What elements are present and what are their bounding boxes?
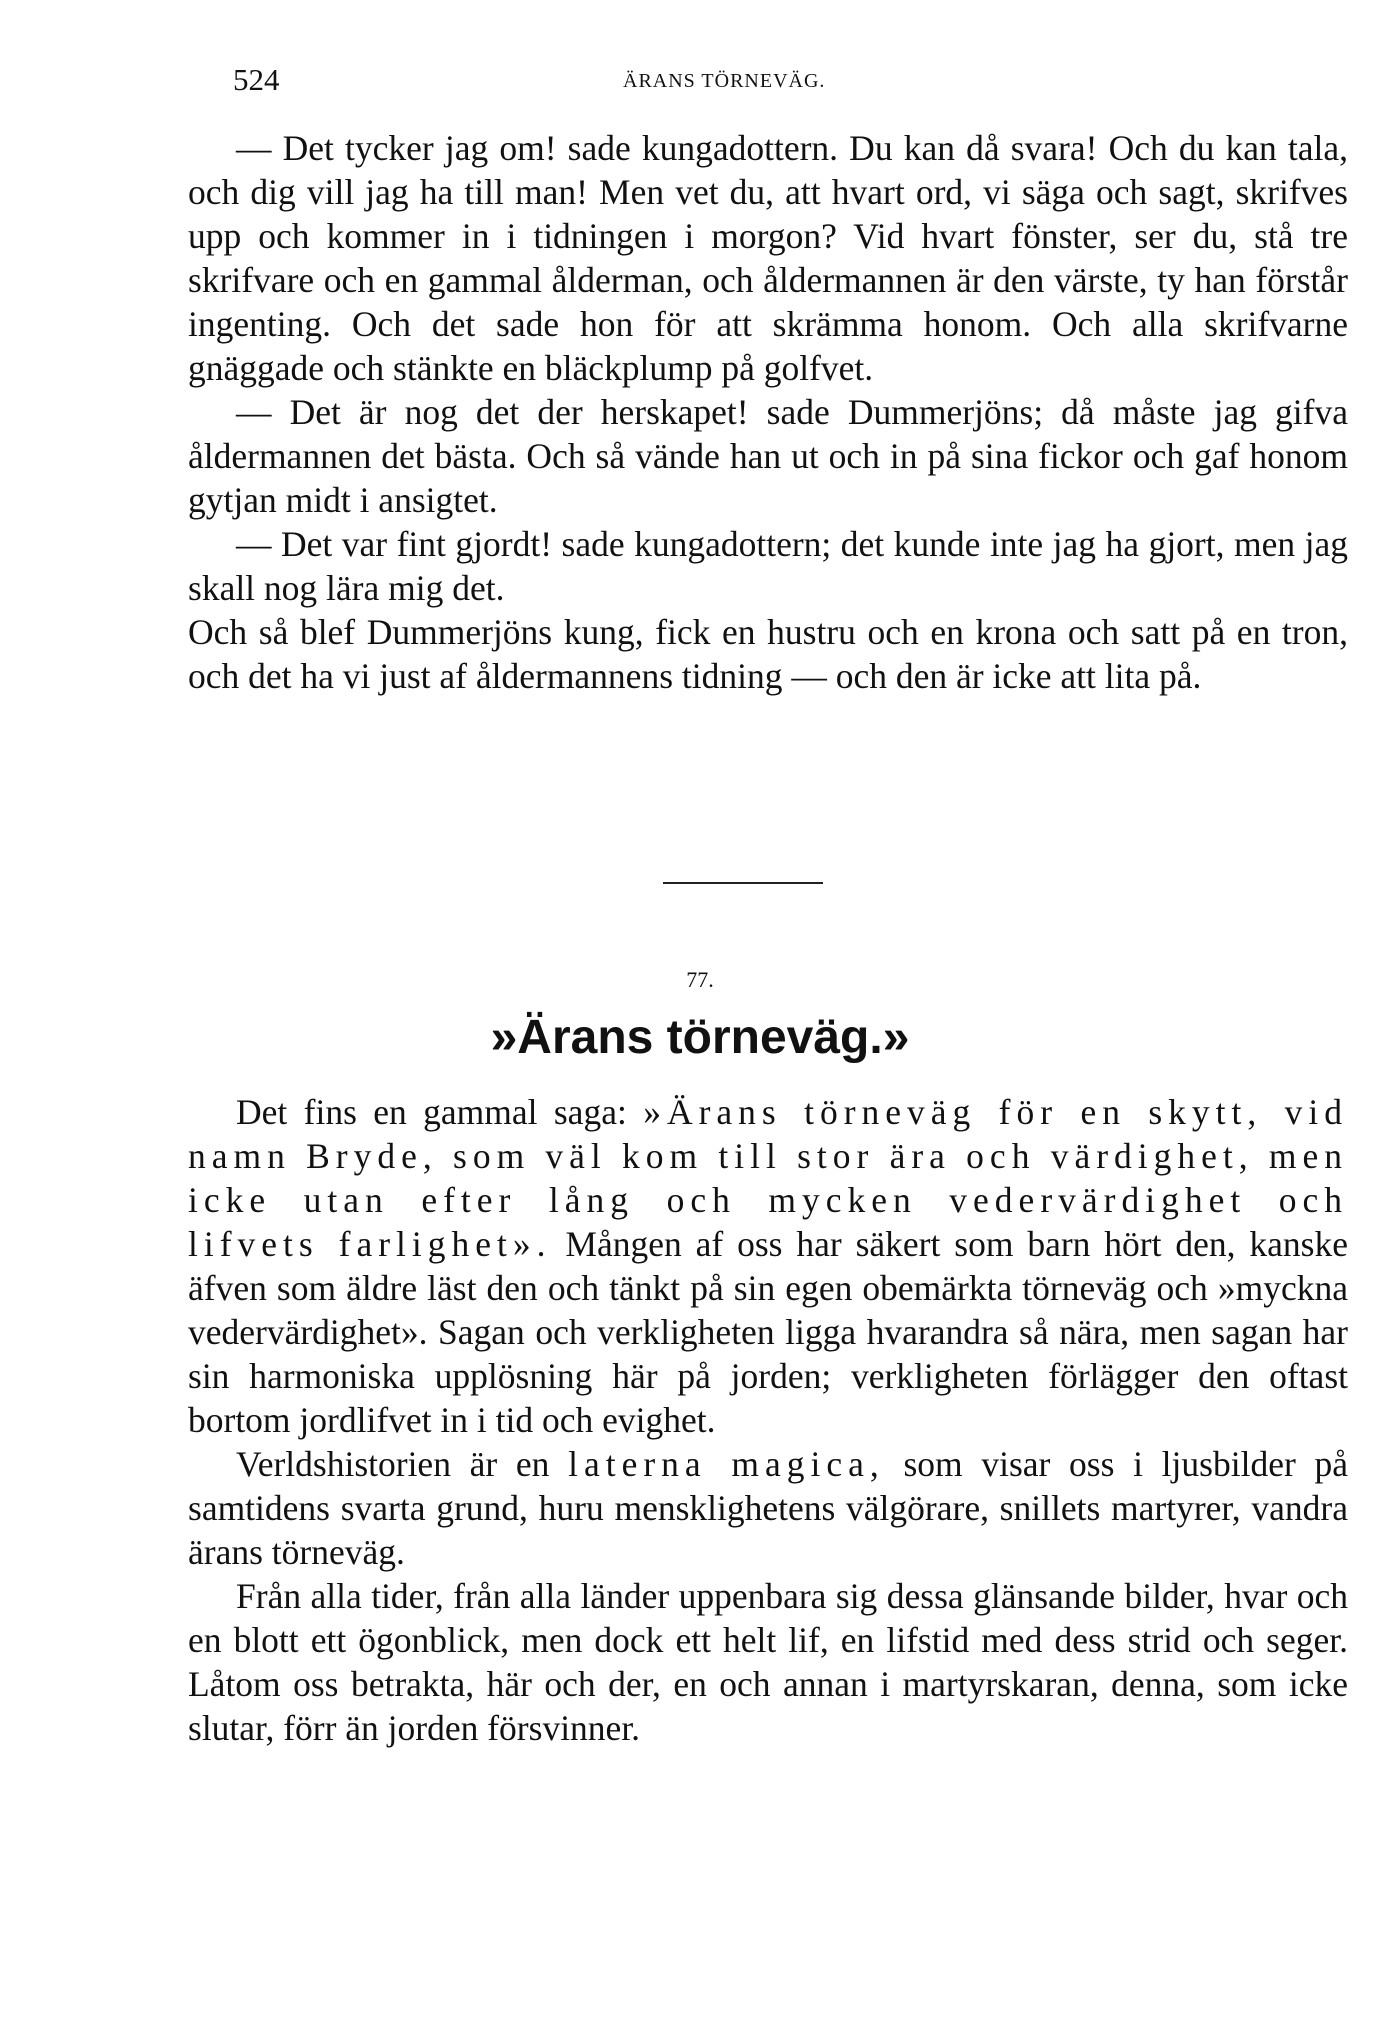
text-run: Verldshistorien är en bbox=[236, 1444, 569, 1484]
spaced-term: laterna magica, bbox=[568, 1444, 885, 1484]
text-run: som visar oss i ljusbilder på samtidens svarta grund, huru mensklighetens välgörare, snillets martyrer, vandra ärans törneväg. bbox=[188, 1444, 1348, 1572]
text-run: Det fins en gammal saga: bbox=[236, 1092, 644, 1132]
paragraph bbox=[188, 1090, 1348, 1442]
paragraph bbox=[188, 1442, 1348, 1574]
paragraph: — Det var fint gjordt! sade kungadottern; det kunde inte jag ha gjort, men jag skall nog lära mig det. bbox=[188, 524, 1348, 608]
section-divider bbox=[663, 882, 823, 884]
running-head: ÄRANS TÖRNEVÄG. bbox=[623, 70, 826, 92]
paragraph: Och så blef Dummerjöns kung, fick en hustru och en krona och satt på en tron, och det ha vi just af åldermannens tidning — och den är icke att lita på. bbox=[188, 612, 1348, 696]
story-title: »Ärans törneväg.» bbox=[490, 1011, 910, 1064]
previous-story-ending bbox=[188, 126, 1348, 698]
page-header bbox=[233, 62, 1338, 112]
paragraph: Från alla tider, från alla länder uppenbara sig dessa glänsande bilder, hvar och en blott ett ögonblick, men dock ett helt lif, en lifstid med dess strid och seger. Låtom oss betrakta, här och der, en och annan i martyrskaran, denna, som icke slutar, förr än jorden försvinner. bbox=[188, 1576, 1348, 1748]
spaced-quote: »Ärans törneväg för en skytt, vid namn Bryde, som väl kom till stor ära och värdighet, men icke utan efter lång och mycken vedervärdighet och lifvets farlighet». bbox=[188, 1092, 1348, 1264]
text-run: Mången af oss har säkert som barn hört den, kanske äfven som äldre läst den och tänkt på sin egen obemärkta törneväg och »myckna vedervärdighet». Sagan och verkligheten ligga hvarandra så nära, men sagan har sin harmoniska upplösning här på jorden; verkligheten förlägger den oftast bortom jordlifvet in i tid och evighet. bbox=[188, 1224, 1348, 1440]
story-body bbox=[188, 1090, 1348, 1750]
page-number: 524 bbox=[233, 62, 280, 97]
paragraph: — Det tycker jag om! sade kungadottern. Du kan då svara! Och du kan tala, och dig vill jag ha till man! Men vet du, att hvart ord, vi säga och sagt, skrifves upp och kommer in i tidningen i morgon? Vid hvart fönster, ser du, stå tre skrifvare och en gammal ålderman, och åldermannen är den värste, ty han förstår ingenting. Och det sade hon för att skrämma honom. Och alla skrifvarne gnäggade och stänkte en bläckplump på golfvet. bbox=[188, 128, 1348, 388]
story-number: 77. bbox=[686, 967, 714, 992]
paragraph: — Det är nog det der herskapet! sade Dummerjöns; då måste jag gifva åldermannen det bästa. Och så vände han ut och in på sina fickor och gaf honom gytjan midt i ansigtet. bbox=[188, 392, 1348, 520]
